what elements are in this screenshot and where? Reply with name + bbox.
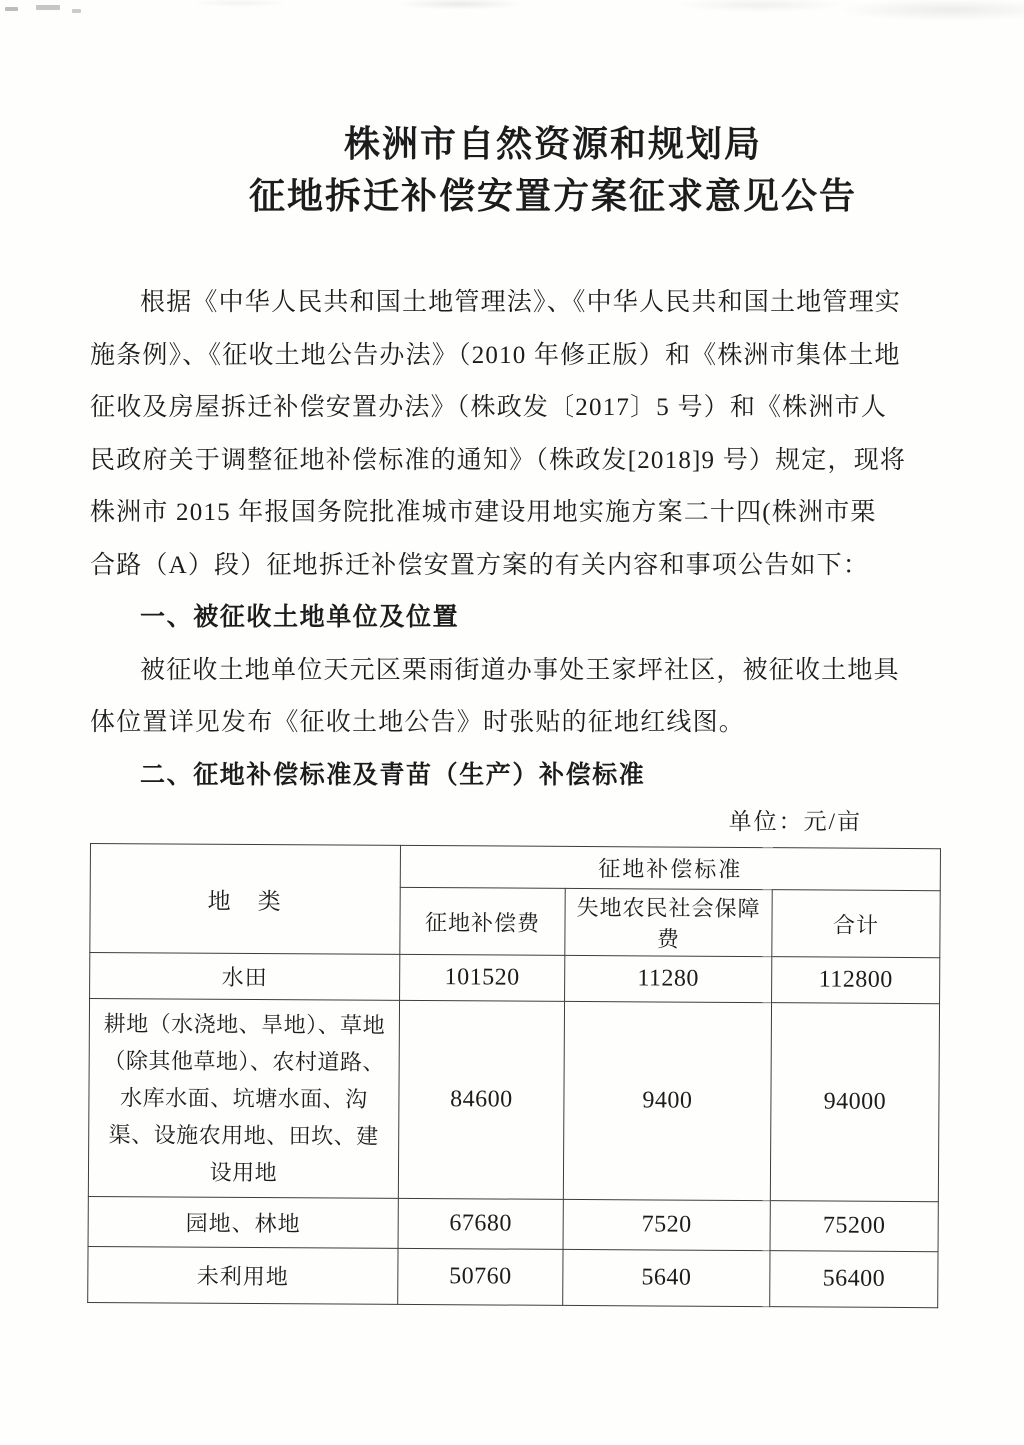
document-title xyxy=(128,0,978,222)
section-1-line-2: 体位置详见发布《征收土地公告》时张贴的征地红线图。 xyxy=(90,709,746,736)
section-1-heading: 一、被征收土地单位及位置 xyxy=(140,604,460,631)
row-social-security-fee: 7520 xyxy=(563,1199,770,1250)
intro-line-4: 民政府关于调整征地补偿标准的通知》（株政发[2018]9 号）规定，现将 xyxy=(90,446,907,474)
row-compensation-fee: 84600 xyxy=(398,1000,564,1199)
title-line-2: 征地拆迁补偿安置方案征求意见公告 xyxy=(248,176,857,216)
row-social-security-fee: 11280 xyxy=(565,955,772,1002)
table-unit-label: 单位：元/亩 xyxy=(728,809,862,834)
intro-line-1: 根据《中华人民共和国土地管理法》、《中华人民共和国土地管理实 xyxy=(140,289,902,316)
row-category: 耕地（水浇地、旱地）、草地（除其他草地）、农村道路、水库水面、坑塘水面、沟渠、设施农用地、田坎、建设用地 xyxy=(88,999,399,1199)
row-compensation-fee: 67680 xyxy=(398,1198,563,1249)
table-row xyxy=(88,1246,938,1307)
section-1-line-1: 被征收土地单位天元区栗雨街道办事处王家坪社区，被征收土地具 xyxy=(140,656,900,684)
intro-line-3: 征收及房屋拆迁补偿安置办法》（株政发〔2017〕5 号）和《株洲市人 xyxy=(90,394,888,421)
compensation-standards-table xyxy=(87,843,941,1308)
table-header-row-group xyxy=(90,844,940,891)
table-row xyxy=(88,999,939,1202)
row-total: 112800 xyxy=(772,957,940,1004)
table-row xyxy=(90,953,940,1004)
row-social-security-fee: 5640 xyxy=(563,1249,770,1306)
row-category: 水田 xyxy=(90,953,400,1001)
row-category: 未利用地 xyxy=(88,1246,398,1304)
row-compensation-fee: 101520 xyxy=(400,954,565,1001)
row-social-security-fee: 9400 xyxy=(563,1001,771,1200)
intro-line-5: 株洲市 2015 年报国务院批准城市建设用地实施方案二十四(株洲市栗 xyxy=(90,499,877,526)
intro-line-6: 合路（A）段）征地拆迁补偿安置方案的有关内容和事项公告如下： xyxy=(90,551,870,579)
table-header-col-3: 合计 xyxy=(772,890,940,958)
row-category: 园地、林地 xyxy=(88,1196,398,1248)
table-header-col-2: 失地农民社会保障费 xyxy=(565,888,772,956)
table-header-group: 征地补偿标准 xyxy=(400,845,940,890)
row-total: 94000 xyxy=(770,1003,939,1202)
title-line-1: 株洲市自然资源和规划局 xyxy=(343,124,762,164)
table-header-category: 地 类 xyxy=(90,844,401,955)
row-total: 56400 xyxy=(770,1251,938,1308)
row-total: 75200 xyxy=(770,1201,938,1252)
section-2-heading: 二、征地补偿标准及青苗（生产）补偿标准 xyxy=(140,761,646,789)
table-row xyxy=(88,1196,938,1251)
intro-line-2: 施条例》、《征收土地公告办法》（2010 年修正版）和《株洲市集体土地 xyxy=(90,341,901,369)
row-compensation-fee: 50760 xyxy=(398,1248,563,1305)
table-header-col-1: 征地补偿费 xyxy=(400,887,565,955)
document-body xyxy=(90,277,940,802)
